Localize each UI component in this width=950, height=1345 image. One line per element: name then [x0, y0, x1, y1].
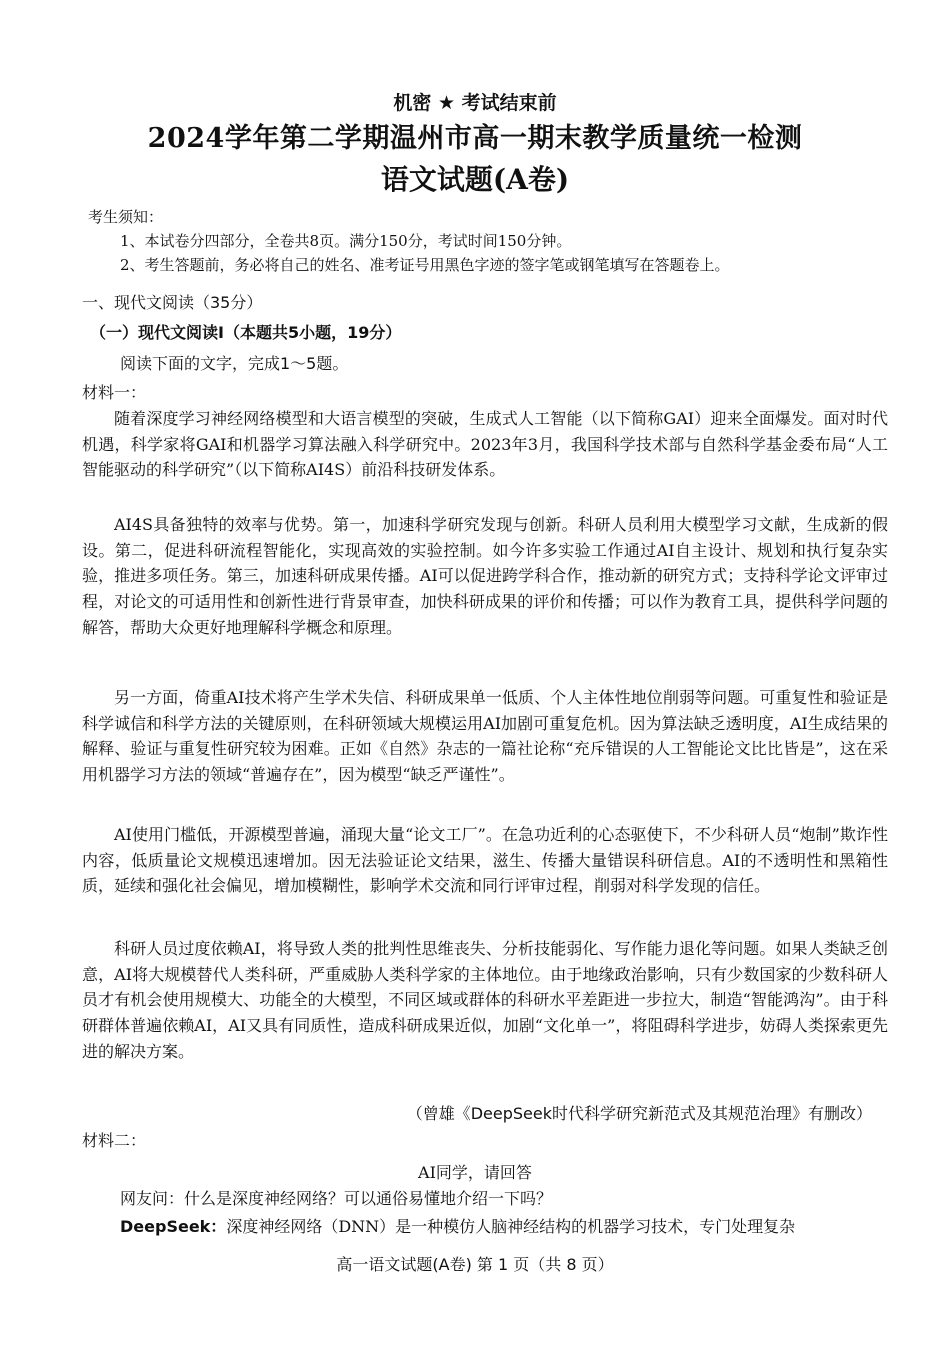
question-label: 网友问：: [120, 1189, 185, 1208]
page-footer: 高一语文试题(A卷) 第 1 页（共 8 页）: [336, 1255, 614, 1274]
section-title: 一、现代文阅读（35分）: [82, 293, 263, 312]
question-line: [120, 1186, 552, 1209]
exam-title: 2024学年第二学期温州市高一期末教学质量统一检测: [147, 123, 803, 154]
source-citation: （曾雄《DeepSeek时代科学研究新范式及其规范治理》有删改）: [406, 1104, 872, 1123]
answer-line: [120, 1214, 795, 1237]
section-subtitle: （一）现代文阅读Ⅰ（本题共5小题，19分）: [90, 323, 402, 342]
material-one-paragraph: 随着深度学习神经网络模型和大语言模型的突破，生成式人工智能（以下简称GAI）迎来全面爆发。面对时代机遇，科学家将GAI和机器学习算法融入科学研究中。2023年3月，我国科学技术部与自然科学基金委布局“人工智能驱动的科学研究”（以下简称AI4S）前沿科技研发体系。: [82, 409, 888, 480]
material-one-paragraph: 科研人员过度依赖AI，将导致人类的批判性思维丧失、分析技能弱化、写作能力退化等问题。如果人类缺乏创意，AI将大规模替代人类科研，严重威胁人类科学家的主体地位。由于地缘政治影响，只有少数国家的少数科研人员才有机会使用规模大、功能全的大模型，不同区域或群体的科研水平差距进一步拉大，制造“智能鸿沟”。由于科研群体普遍依赖AI，AI又具有同质性，造成科研成果近似，加剧“文化单一”，将阻碍科学进步，妨碍人类探索更先进的解决方案。: [82, 939, 888, 1061]
material-one-paragraph: AI使用门槛低，开源模型普遍，涌现大量“论文工厂”。在急功近利的心态驱使下，不少科研人员“炮制”欺诈性内容，低质量论文规模迅速增加。因无法验证论文结果，滋生、传播大量错误科研信息。AI的不透明性和黑箱性质，延续和强化社会偏见，增加模糊性，影响学术交流和同行评审过程，削弱对科学发现的信任。: [82, 825, 888, 896]
notice-item: 1、本试卷分四部分，全卷共8页。满分150分，考试时间150分钟。: [120, 232, 572, 250]
material-two-heading: AI同学，请回答: [418, 1163, 532, 1182]
answer-text: 深度神经网络（DNN）是一种模仿人脑神经结构的机器学习技术，专门处理复杂: [226, 1217, 796, 1236]
notice-item: 2、考生答题前，务必将自己的姓名、准考证号用黑色字迹的签字笔或钢笔填写在答题卷上。: [120, 256, 730, 274]
material-two-label: 材料二：: [82, 1131, 147, 1150]
material-one-paragraph: 另一方面，倚重AI技术将产生学术失信、科研成果单一低质、个人主体性地位削弱等问题。可重复性和验证是科学诚信和科学方法的关键原则，在科研领域大规模运用AI加剧可重复危机。因为算法缺乏透明度，AI生成结果的解释、验证与重复性研究较为困难。正如《自然》杂志的一篇社论称“充斥错误的人工智能论文比比皆是”，这在采用机器学习方法的领域“普遍存在”，因为模型“缺乏严谨性”。: [82, 688, 888, 785]
section-instruction: 阅读下面的文字，完成1～5题。: [120, 354, 349, 373]
question-text: 什么是深度神经网络？可以通俗易懂地介绍一下吗？: [184, 1189, 553, 1208]
exam-subtitle: 语文试题(A卷): [380, 163, 570, 196]
confidential-mark: 机密 ★ 考试结束前: [393, 92, 557, 114]
material-one-label: 材料一：: [82, 383, 147, 402]
notice-heading: 考生须知：: [88, 208, 164, 226]
answer-label: DeepSeek：: [120, 1217, 227, 1236]
material-one-paragraph: AI4S具备独特的效率与优势。第一，加速科学研究发现与创新。科研人员利用大模型学习文献，生成新的假设。第二，促进科研流程智能化，实现高效的实验控制。如今许多实验工作通过AI自主设计、规划和执行复杂实验，推进多项任务。第三，加速科研成果传播。AI可以促进跨学科合作，推动新的研究方式；支持科学论文评审过程，对论文的可适用性和创新性进行背景审查，加快科研成果的评价和传播；可以作为教育工具，提供科学问题的解答，帮助大众更好地理解科学概念和原理。: [82, 515, 888, 637]
